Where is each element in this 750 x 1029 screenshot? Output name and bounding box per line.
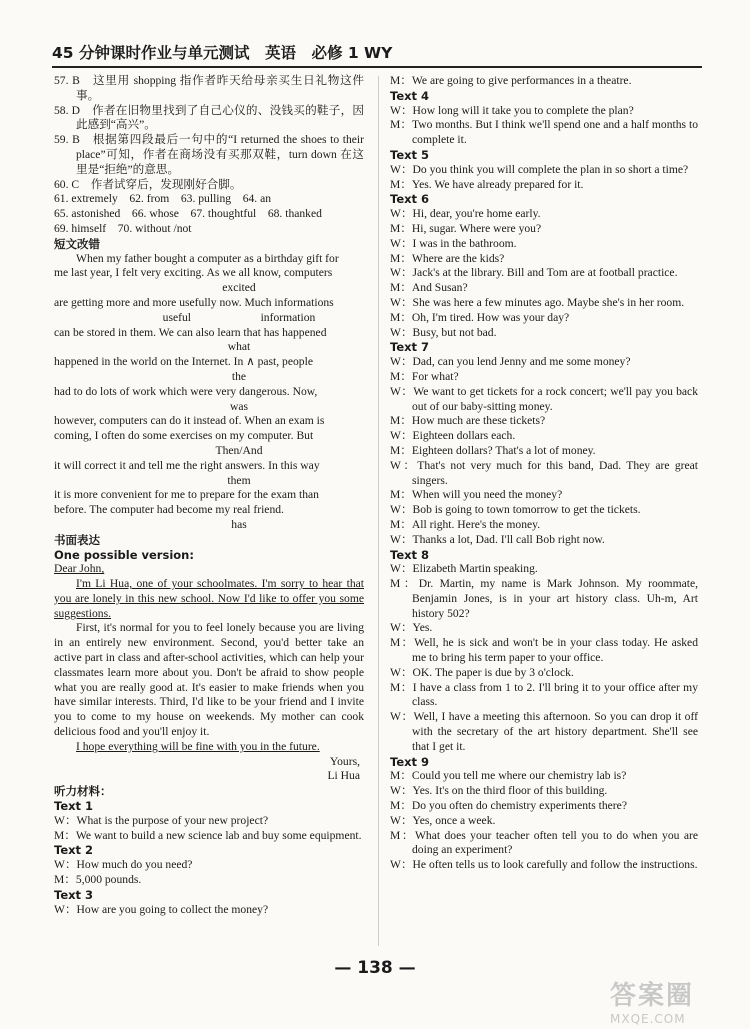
dialogue-line: W：Busy, but not bad. [390,325,497,339]
dialogue-line: W：Well, I have a meeting this afternoon. So you can drop it off with the secretary of the art history department. She'll see that I get it. [390,710,698,753]
dialogue-line: W：That's not very much for this band, Dad. They are great singers. [390,458,698,487]
correction-fix: Then/And [215,443,263,457]
dialogue-line: W：She was here a few minutes ago. Maybe she's in her room. [390,295,685,309]
correction-line: me last year, I felt very exciting. As we all know, computers [54,266,333,280]
dialogue-line: M：We are going to give performances in a theatre. [390,74,632,87]
dialogue-line: W：Thanks a lot, Dad. I'll call Bob right now. [390,532,605,546]
dialogue-line: M：Well, he is sick and won't be in your class today. He asked me to bring his term paper to your office. [390,636,698,665]
dialogue-line: M：When will you need the money? [390,488,563,502]
closing: Yours, [329,754,360,768]
essay-paragraph: I'm Li Hua, one of your schoolmates. I'm sorry to hear that you are lonely in this new school. Now I'd like to offer you some suggestions. [54,577,364,620]
listening-texts-right [390,74,698,873]
listening-title: 听力材料： [54,784,112,799]
dialogue-line: M：Could you tell me where our chemistry lab is? [390,769,627,783]
fill-line: 65. astonished 66. whose 67. thoughtful 68. thanked [54,207,322,221]
answer-item [54,74,364,104]
text-title: Text 3 [54,887,94,902]
fill-line: 61. extremely 62. from 63. pulling 64. an [54,192,272,206]
text-title: Text 4 [390,88,430,103]
text-title: Text 6 [390,192,430,207]
dialogue-line: W：Hi, dear, you're home early. [390,207,541,221]
error-correction-passage [54,252,364,533]
dialogue-line: M：Oh, I'm tired. How was your day? [390,310,570,324]
signature: Li Hua [327,769,360,783]
dialogue-line: W：Eighteen dollars each. [390,429,516,443]
page-number: — 138 — [334,958,416,978]
dialogue-line: M：For what? [390,369,459,383]
essay-body [54,577,364,755]
correction-line: however, computers can do it instead of. When an exam is [54,414,325,428]
dialogue-line: M：And Susan? [390,281,468,295]
correction-fix: useful information [162,310,316,324]
text-title: Text 9 [390,754,430,769]
correction-line: had to do lots of work which were very dangerous. Now, [54,384,318,398]
right-column [390,74,698,873]
dialogue-line: W：Bob is going to town tomorrow to get the tickets. [390,503,641,517]
writing-title: 书面表达 [54,532,100,547]
correction-line: it will correct it and tell me the right answers. In this way [54,458,320,472]
answer-item [54,178,364,193]
text-title: Text 1 [54,799,94,814]
dialogue-line: W：How much do you need? [54,858,193,872]
watermark-text: 答案圈 [610,981,695,1011]
dialogue-line: W：Yes, once a week. [390,813,496,827]
correction-line: before. The computer had become my real friend. [54,503,284,517]
dialogue-line: W：We want to get tickets for a rock concert; we'll pay you back out of our baby-sitting money. [390,384,698,413]
essay-paragraph: First, it's normal for you to feel lonely because you are living in an entirely new environment. Second, you'd better take an active part in class and after-school activities, which can help your classmates learn more about you. Don't be afraid to show people what you are really good at. It's easier to make friends when you have similar interests. Third, I'd like to be your friend and I invite you to come to my house on weekends. My mother can cook delicious food and you'll enjoy it. [54,621,364,739]
correction-fix: them [227,473,251,487]
dialogue-line: W：I was in the bathroom. [390,236,517,250]
answer-label: 57. B [54,74,80,87]
correction-fix: what [227,340,251,354]
listening-texts-left [54,799,364,917]
dialogue-line: W：What is the purpose of your new project? [54,813,269,827]
text-title: Text 7 [390,340,430,355]
dialogue-line: M：Eighteen dollars? That's a lot of money. [390,443,596,457]
essay-paragraph: I hope everything will be fine with you in the future. [76,739,320,753]
column-divider [378,76,379,946]
correction-title: 短文改错 [54,236,100,251]
dialogue-line: M：We want to build a new science lab and buy some equipment. [54,828,362,842]
correction-fix: excited [222,281,256,295]
answer-item [54,104,364,134]
dialogue-line: W：Jack's at the library. Bill and Tom are at football practice. [390,266,678,280]
watermark-logo [610,975,740,1026]
dialogue-line: M：Where are the kids? [390,251,505,265]
correction-line: it is more convenient for me to prepare for the exam than [54,488,319,502]
dialogue-line: M：Hi, sugar. Where were you? [390,221,542,235]
correction-line: coming, I often do some exercises on my computer. But [54,429,314,443]
writing-version: One possible version: [54,547,194,562]
answer-text: 这里用 shopping 指作者昨天给母亲买生日礼物这件事。 [76,74,365,102]
answer-text: 作者试穿后，发现刚好合脚。 [90,177,242,191]
text-title: Text 2 [54,843,94,858]
dialogue-line: M：What does your teacher often tell you to do when you are doing an experiment? [390,828,698,857]
dialogue-line: W：How are you going to collect the money? [54,902,269,916]
dialogue-line: W：OK. The paper is due by 3 o'clock. [390,665,574,679]
correction-fix: was [229,399,249,413]
correction-line: can be stored in them. We can also learn that has happened [54,325,327,339]
fill-line: 69. himself 70. without /not [54,221,192,235]
page-header: 45 分钟课时作业与单元测试 英语 必修 1 WY [52,40,702,68]
dialogue-line: M：I have a class from 1 to 2. I'll bring it to your office after my class. [390,680,698,709]
answer-item [54,133,364,177]
dialogue-line: M：Yes. We have already prepared for it. [390,177,584,191]
dialogue-line: M：Dr. Martin, my name is Mark Johnson. My roommate, Benjamin Jones, is in your art history class. Uh-m, Art history 502? [390,577,698,620]
answer-text: 作者在旧物里找到了自己心仪的、没钱买的鞋子，因此感到“高兴”。 [76,103,364,132]
dialogue-line: W：Do you think you will complete the plan in so short a time? [390,162,689,176]
text-title: Text 8 [390,547,430,562]
dialogue-line: M：How much are these tickets? [390,414,546,428]
answer-label: 58. D [54,103,81,117]
dialogue-line: W：He often tells us to look carefully and follow the instructions. [390,858,698,872]
dialogue-line: W：Yes. It's on the third floor of this building. [390,784,608,798]
dialogue-line: M：Do you often do chemistry experiments there? [390,799,627,813]
dialogue-line: M：5,000 pounds. [54,873,142,887]
answer-label: 59. B [54,133,80,147]
dialogue-line: W：Dad, can you lend Jenny and me some money? [390,355,631,369]
watermark-url: MXQE.COM [610,1012,686,1026]
correction-fix: the [231,369,247,383]
salutation: Dear John, [54,562,105,576]
dialogue-line: W：How long will it take you to complete the plan? [390,103,634,117]
text-title: Text 5 [390,147,430,162]
dialogue-line: M：Two months. But I think we'll spend one and a half months to complete it. [390,118,698,147]
dialogue-line: M：All right. Here's the money. [390,517,541,531]
correction-line: are getting more and more usefully now. Much informations [54,295,334,309]
dialogue-line: W：Elizabeth Martin speaking. [390,562,538,576]
fill-in-answers [54,192,364,236]
correction-fix: has [231,517,247,531]
answer-explanations [54,74,364,192]
correction-line: When my father bought a computer as a birthday gift for [76,251,339,265]
answer-label: 60. C [54,177,80,191]
answer-text: 根据第四段最后一句中的“I returned the shoes to their place”可知，作者在商场没有买那双鞋，turn down 在这里是“拒绝”的意思。 [76,133,364,176]
dialogue-line: W：Yes. [390,621,433,635]
left-column [54,74,364,917]
correction-line: happened in the world on the Internet. In ∧ past, people [54,355,313,369]
